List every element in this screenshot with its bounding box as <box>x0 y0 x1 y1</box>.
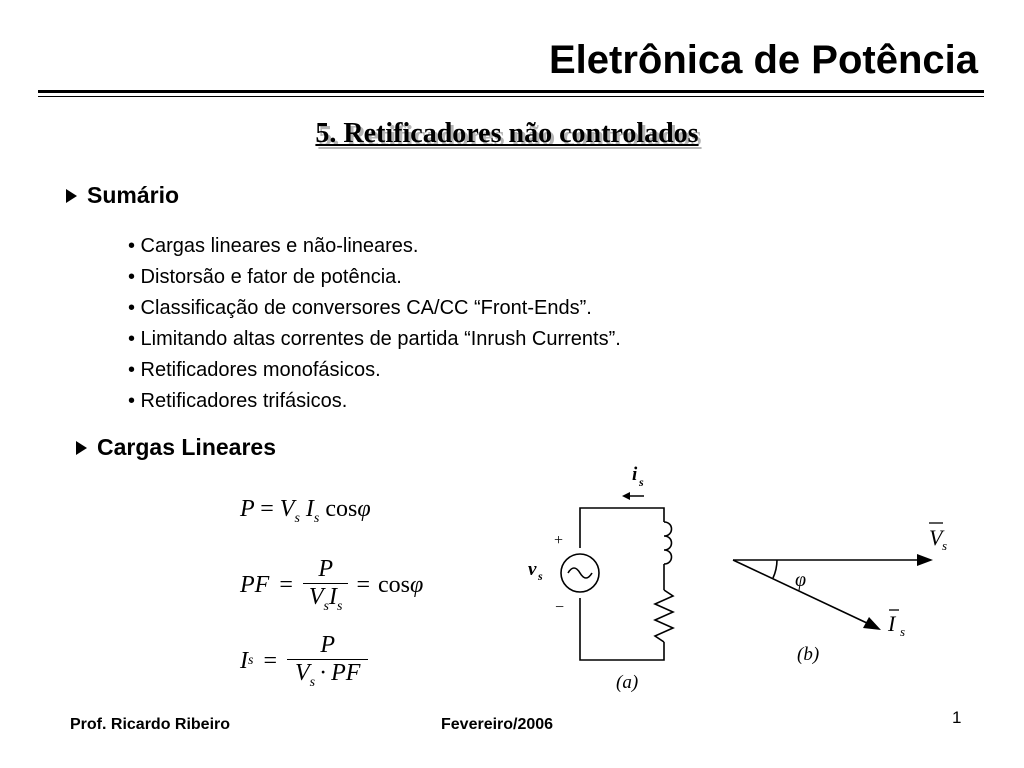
eq-symbol: φ <box>410 571 424 598</box>
arrow-bullet-icon <box>76 441 87 455</box>
eq-subscript: s <box>323 598 329 614</box>
linear-loads-heading <box>76 434 276 461</box>
summary-heading <box>66 182 179 209</box>
eq-symbol: PF <box>240 571 270 598</box>
eq-subscript: s <box>309 674 316 690</box>
eq-symbol: V <box>279 496 295 522</box>
summary-item: • Limitando altas correntes de partida “Inrush Currents”. <box>128 328 621 350</box>
slide-title: Eletrônica de Potência <box>548 38 978 82</box>
vs-phasor-label: V <box>929 525 943 550</box>
vs-phasor-subscript: s <box>942 538 948 553</box>
arrow-bullet-icon <box>66 189 77 203</box>
current-arrowhead-icon <box>622 492 630 500</box>
eq-symbol: = <box>356 571 370 598</box>
eq-subscript: s <box>313 510 320 526</box>
footer-date: Fevereiro/2006 <box>441 716 554 733</box>
circuit-diagram <box>520 460 690 700</box>
footer-author: Prof. Ricardo Ribeiro <box>70 716 231 733</box>
phasor-caption: (b) <box>797 644 820 665</box>
is-arrowhead-icon <box>863 617 881 630</box>
eq-subscript: s <box>294 510 300 526</box>
summary-item: • Cargas lineares e não-lineares. <box>128 235 419 257</box>
summary-item: • Classificação de conversores CA/CC “Front-Ends”. <box>128 297 592 319</box>
section-title: 5. Retificadores não controlados <box>315 118 699 149</box>
eq-symbol: I <box>329 584 337 610</box>
resistor-icon <box>655 590 673 642</box>
eq-symbol: = <box>279 571 293 598</box>
linear-loads-heading-label: Cargas Lineares <box>97 434 276 460</box>
eq-symbol: · <box>319 660 328 686</box>
summary-heading-label: Sumário <box>87 182 180 208</box>
angle-label: φ <box>795 569 807 591</box>
current-label: i <box>632 464 638 485</box>
minus-sign: − <box>555 599 565 616</box>
eq-subscript: s <box>337 598 343 614</box>
sine-wave-icon <box>568 568 592 578</box>
current-subscript: s <box>639 475 644 489</box>
eq-fraction <box>287 632 368 691</box>
eq-fraction <box>303 556 349 615</box>
page-number: 1 <box>952 708 962 727</box>
voltage-label: v <box>528 559 537 580</box>
header-rule-thick <box>38 90 984 93</box>
eq-symbol: PF <box>331 660 361 686</box>
eq-symbol: I <box>240 647 248 674</box>
current-equation <box>240 632 368 691</box>
eq-symbol: = <box>260 496 274 522</box>
vs-arrowhead-icon <box>917 554 933 566</box>
eq-symbol: cos <box>378 571 410 598</box>
eq-symbol: cos <box>325 496 358 522</box>
power-equation <box>240 496 371 527</box>
phasor-diagram <box>725 510 955 670</box>
summary-item: • Distorsão e fator de potência. <box>128 266 402 288</box>
eq-subscript: s <box>248 653 254 669</box>
eq-symbol: = <box>263 647 277 674</box>
angle-arc-icon <box>773 560 777 578</box>
plus-sign: + <box>554 532 564 549</box>
power-factor-equation <box>240 556 423 615</box>
eq-symbol: P <box>320 632 336 658</box>
header-rule-thin <box>38 96 984 97</box>
is-phasor-subscript: s <box>900 624 906 639</box>
eq-symbol: I <box>305 496 314 522</box>
eq-symbol: φ <box>357 496 371 522</box>
eq-denominator <box>287 659 368 691</box>
voltage-subscript: s <box>538 569 543 583</box>
summary-item: • Retificadores trifásicos. <box>128 390 348 412</box>
circuit-wire <box>580 598 664 660</box>
summary-list <box>128 232 621 418</box>
circuit-wire <box>580 508 664 548</box>
inductor-icon <box>664 522 672 564</box>
eq-symbol: P <box>240 496 255 522</box>
summary-item: • Retificadores monofásicos. <box>128 359 381 381</box>
eq-symbol: V <box>295 660 310 686</box>
eq-denominator <box>303 583 349 615</box>
is-phasor-label: I <box>888 611 896 636</box>
circuit-caption: (a) <box>616 672 639 693</box>
eq-symbol: V <box>308 584 324 610</box>
eq-symbol: P <box>318 556 333 582</box>
